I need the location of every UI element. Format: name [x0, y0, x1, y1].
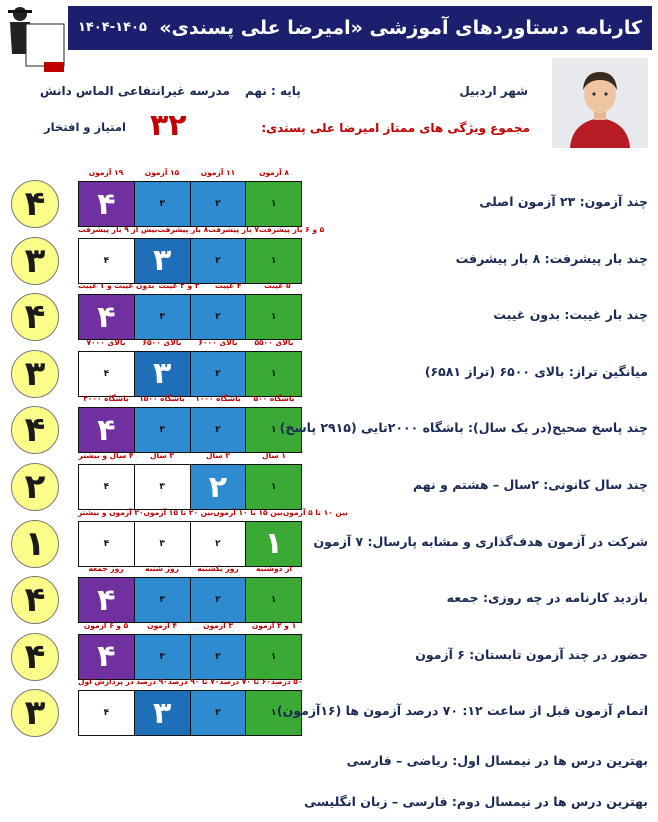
level-boxes [78, 407, 302, 453]
criteria-question: بازدید کارنامه در چه روزی: جمعه [446, 590, 648, 606]
level-label: ۷۰ تا ۹۰ درصد [167, 677, 220, 687]
criteria-row [0, 621, 658, 683]
score-circle: ۲ [11, 463, 59, 511]
level-label: بین ۲۰ تا ۱۵ آزمون [143, 507, 214, 517]
level-box: ۱ [245, 182, 301, 226]
level-boxes [78, 294, 302, 340]
level-label: ۸ بار پیشرفت [157, 224, 209, 234]
level-box: ۳ [134, 465, 190, 509]
level-box-selected: ۴ [79, 182, 134, 226]
score-circle: ۴ [11, 576, 59, 624]
level-box: ۱ [245, 295, 301, 339]
criteria-question: میانگین تراز: بالای ۶۵۰۰ (تراز ۶۵۸۱) [424, 363, 648, 379]
report-title: کارنامه دستاوردهای آموزشی «امیرضا علی پسندی» [159, 17, 642, 39]
level-box: ۴ [79, 239, 134, 283]
years-label: ۱۴۰۴-۱۴۰۵ [78, 20, 147, 35]
criteria-row [0, 225, 658, 287]
score-circle: ۳ [11, 689, 59, 737]
total-points-label: مجموع ویژگی های ممتاز امیرضا علی پسندی: [261, 121, 530, 135]
level-box: ۳ [134, 578, 190, 622]
level-box: ۱ [245, 635, 301, 679]
level-box: ۴ [79, 691, 134, 735]
level-boxes [78, 521, 302, 567]
level-label: روز یکشنبه [197, 564, 239, 574]
level-box-selected: ۳ [134, 691, 190, 735]
criteria-row [0, 564, 658, 626]
level-box-selected: ۴ [79, 578, 134, 622]
level-box: ۲ [190, 635, 246, 679]
score-circle: ۳ [11, 237, 59, 285]
best-subjects-first-half: بهترین درس ها در نیمسال اول: ریاضی – فارسی [346, 753, 648, 768]
criteria-row [0, 281, 658, 343]
level-box: ۴ [79, 352, 134, 396]
level-labels [78, 394, 302, 406]
criteria-row [0, 451, 658, 513]
level-boxes [78, 690, 302, 736]
level-box: ۱ [245, 578, 301, 622]
level-box: ۲ [190, 691, 246, 735]
level-box: ۲ [190, 295, 246, 339]
level-label: روز جمعه [88, 564, 124, 574]
level-label: ۴ غیبت [214, 281, 242, 291]
level-box: ۳ [134, 408, 190, 452]
level-label: از دوشنبه [255, 564, 293, 574]
level-label: ۱۵ آزمون [144, 168, 180, 177]
criteria-row [0, 677, 658, 739]
score-circle: ۴ [11, 180, 59, 228]
level-box: ۲ [190, 408, 246, 452]
level-box: ۲ [190, 578, 246, 622]
level-label: باشگاه ۱۰۰۰ [195, 394, 241, 404]
level-labels [78, 451, 302, 463]
score-circle: ۱ [11, 520, 59, 568]
level-box: ۴ [79, 465, 134, 509]
level-boxes [78, 238, 302, 284]
level-label: باشگاه ۵۰۰ [253, 394, 295, 404]
level-labels [78, 507, 348, 520]
level-label: بالای ۶۵۰۰ [142, 337, 182, 347]
level-label: ۱ سال [262, 451, 286, 460]
level-boxes [78, 577, 302, 623]
level-label: باشگاه ۲۰۰۰ [83, 394, 129, 404]
level-label: ۶۰ تا ۷۰ درصد [219, 677, 271, 687]
level-label: بیش از ۹ بار پیشرفت [78, 224, 158, 234]
level-labels [78, 281, 302, 293]
criteria-question: حضور در چند آزمون تابستان: ۶ آزمون [415, 646, 648, 662]
level-box-selected: ۲ [190, 465, 246, 509]
level-label: بالای ۶۰۰۰ [198, 337, 238, 347]
level-boxes [78, 181, 302, 227]
level-label: ۳ سال [150, 451, 174, 460]
level-box-selected: ۳ [134, 239, 190, 283]
level-box: ۱ [245, 465, 301, 509]
city-label: شهر اردبیل [459, 84, 528, 98]
title-banner [68, 6, 652, 50]
level-label: ۴ سال و بیشتر [78, 451, 134, 460]
level-labels [78, 564, 302, 576]
level-label: ۵۰ درصد [270, 677, 303, 687]
criteria-question: چند پاسخ صحیح(در یک سال): باشگاه ۲۰۰۰تایی (۲۹۱۵ پاسخ) [279, 420, 648, 436]
level-label: ۱۹ آزمون [88, 168, 124, 177]
level-box-selected: ۱ [245, 522, 301, 566]
level-boxes [78, 464, 302, 510]
level-box: ۲ [190, 182, 246, 226]
level-box-selected: ۴ [79, 635, 134, 679]
level-label: ۱۱ آزمون [200, 168, 236, 177]
criteria-row [0, 168, 658, 230]
school-label: مدرسه غیرانتفاعی الماس دانش [40, 84, 230, 98]
level-box: ۴ [79, 522, 134, 566]
level-box: ۱ [245, 239, 301, 283]
level-boxes [78, 351, 302, 397]
level-box: ۳ [134, 522, 190, 566]
level-boxes [78, 634, 302, 680]
level-label: ۵ و ۶ آزمون [83, 620, 129, 630]
level-label: روز شنبه [145, 564, 179, 574]
level-box: ۳ [134, 635, 190, 679]
score-circle: ۴ [11, 406, 59, 454]
level-labels [78, 677, 302, 689]
level-labels [78, 224, 325, 237]
kanoon-logo [4, 4, 66, 76]
level-label: ۲۰ آزمون و بیشتر [78, 507, 144, 517]
level-box: ۱ [245, 408, 301, 452]
criteria-row [0, 394, 658, 456]
score-circle: ۳ [11, 350, 59, 398]
grade-label: پایه : نهم [245, 84, 301, 98]
level-box: ۲ [190, 239, 246, 283]
level-box-selected: ۴ [79, 295, 134, 339]
score-circle: ۴ [11, 293, 59, 341]
criteria-row [0, 508, 658, 570]
level-label: بین ۱۰ تا ۵ آزمون [282, 507, 348, 517]
level-label: ۵ و ۶ بار پیشرفت [258, 224, 325, 234]
best-subjects-second-half: بهترین درس ها در نیمسال دوم: فارسی – زبان انگلیسی [304, 794, 648, 809]
level-box: ۳ [134, 182, 190, 226]
level-label: بالای ۷۰۰۰ [86, 337, 126, 347]
level-box: ۱ [245, 352, 301, 396]
student-photo [552, 58, 648, 148]
level-label: ۲ سال [206, 451, 230, 460]
criteria-question: چند آزمون: ۲۳ آزمون اصلی [479, 194, 648, 209]
level-label: ۵ غیبت [264, 281, 291, 291]
level-labels [78, 168, 302, 180]
total-points-value: ۳۲ [150, 108, 187, 143]
level-box: ۲ [190, 522, 246, 566]
criteria-question: اتمام آزمون قبل از ساعت ۱۲: ۷۰ درصد آزمون ها (۱۶آزمون) [276, 703, 648, 719]
total-points-unit: امتیاز و افتخار [44, 120, 126, 134]
level-label: ۱ و ۲ آزمون [251, 620, 297, 630]
criteria-question: چند سال کانونی: ۲سال – هشتم و نهم [412, 477, 648, 492]
level-label: بالای ۵۵۰۰ [254, 337, 294, 347]
level-box-selected: ۴ [79, 408, 134, 452]
criteria-question: شرکت در آزمون هدف‌گذاری و مشابه پارسال: ۷ آزمون [313, 533, 648, 549]
score-circle: ۴ [11, 633, 59, 681]
level-label: ۳ و ۲ غیبت [158, 281, 200, 291]
level-label: ۹۰ درصد در پردازش اول [78, 677, 168, 687]
level-label: باشگاه ۱۵۰۰ [139, 394, 185, 404]
level-box: ۱ [245, 691, 301, 735]
level-label: ۸ آزمون [259, 168, 289, 177]
level-label: بین ۱۵ تا ۱۰ آزمون [213, 507, 283, 517]
level-box-selected: ۳ [134, 352, 190, 396]
level-label: ۴ آزمون [147, 620, 177, 630]
criteria-row [0, 338, 658, 400]
level-labels [78, 338, 302, 350]
level-labels [78, 621, 302, 633]
level-box: ۳ [134, 295, 190, 339]
level-label: بدون غیبت و ۱ غیبت [78, 281, 155, 291]
level-box: ۲ [190, 352, 246, 396]
criteria-question: چند بار پیشرفت: ۸ بار پیشرفت [455, 250, 648, 266]
level-label: ۳ آزمون [203, 620, 233, 630]
criteria-question: چند بار غیبت: بدون غیبت [493, 307, 648, 323]
level-label: ۷ بار پیشرفت [208, 224, 259, 234]
